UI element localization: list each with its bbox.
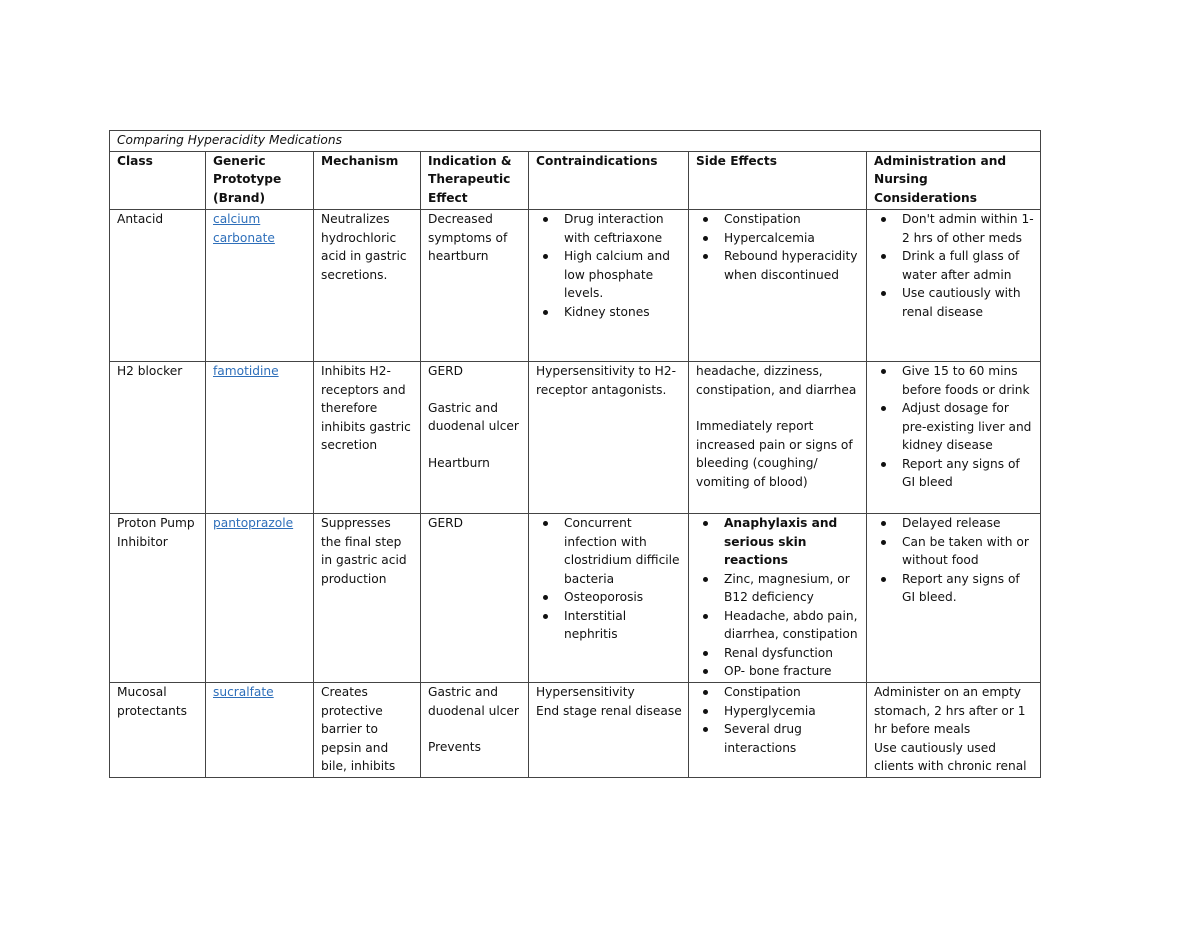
contraindication-line: Hypersensitivity bbox=[536, 685, 635, 699]
list-item: Kidney stones bbox=[564, 303, 682, 322]
generic-cell bbox=[206, 514, 314, 683]
list-item: Constipation bbox=[724, 210, 860, 229]
header-mechanism: Mechanism bbox=[314, 151, 421, 210]
administration-cell bbox=[867, 210, 1041, 362]
list-item: Report any signs of GI bleed. bbox=[902, 570, 1034, 607]
list-item: Several drug interactions bbox=[724, 720, 860, 757]
indication-line: Gastric and duodenal ulcer bbox=[428, 685, 519, 718]
table-row bbox=[110, 683, 1041, 778]
side-effects-cell bbox=[689, 210, 867, 362]
table-row bbox=[110, 210, 1041, 362]
side-effect-text: headache, dizziness, constipation, and diarrhea bbox=[696, 364, 857, 397]
side-effect-text: Immediately report increased pain or signs of bleeding (coughing/ vomiting of blood) bbox=[696, 419, 853, 489]
class-cell: Proton Pump Inhibitor bbox=[110, 514, 206, 683]
list-item: Report any signs of GI bleed bbox=[902, 455, 1034, 492]
header-administration: Administration and Nursing Considerations bbox=[867, 151, 1041, 210]
header-generic: Generic Prototype (Brand) bbox=[206, 151, 314, 210]
drug-link[interactable]: calcium carbonate bbox=[213, 212, 275, 245]
table-row bbox=[110, 362, 1041, 514]
list-item: Concurrent infection with clostridium difficile bacteria bbox=[564, 514, 682, 588]
contraindications-cell: Hypersensitivity to H2-receptor antagonists. bbox=[529, 362, 689, 514]
list-item: Drug interaction with ceftriaxone bbox=[564, 210, 682, 247]
list-item: Osteoporosis bbox=[564, 588, 682, 607]
indication-cell bbox=[421, 362, 529, 514]
indication-cell: GERD bbox=[421, 514, 529, 683]
indication-line: Gastric and duodenal ulcer bbox=[428, 400, 519, 433]
class-cell: Antacid bbox=[110, 210, 206, 362]
generic-cell bbox=[206, 362, 314, 514]
side-effects-cell bbox=[689, 683, 867, 778]
list-item: Adjust dosage for pre-existing liver and kidney disease bbox=[902, 399, 1034, 455]
header-row bbox=[110, 151, 1041, 210]
class-cell: H2 blocker bbox=[110, 362, 206, 514]
drug-link[interactable]: sucralfate bbox=[213, 685, 274, 699]
mechanism-cell: Suppresses the final step in gastric acid production bbox=[314, 514, 421, 683]
indication-line: GERD bbox=[428, 364, 463, 378]
mechanism-cell: Creates protective barrier to pepsin and bile, inhibits bbox=[314, 683, 421, 778]
header-indication: Indication & Therapeutic Effect bbox=[421, 151, 529, 210]
list-item: Interstitial nephritis bbox=[564, 607, 682, 644]
list-item: Headache, abdo pain, diarrhea, constipation bbox=[724, 607, 860, 644]
list-item: Renal dysfunction bbox=[724, 644, 860, 663]
list-item: Constipation bbox=[724, 683, 860, 702]
list-item: Drink a full glass of water after admin bbox=[902, 247, 1034, 284]
list-item: Rebound hyperacidity when discontinued bbox=[724, 247, 860, 284]
administration-line: Administer on an empty stomach, 2 hrs after or 1 hr before meals bbox=[874, 685, 1026, 736]
list-item: Anaphylaxis and serious skin reactions bbox=[724, 514, 860, 570]
contraindications-cell bbox=[529, 210, 689, 362]
header-contraindications: Contraindications bbox=[529, 151, 689, 210]
contraindications-cell bbox=[529, 514, 689, 683]
indication-cell bbox=[421, 683, 529, 778]
contraindication-line: End stage renal disease bbox=[536, 703, 682, 718]
table-row bbox=[110, 514, 1041, 683]
drug-link[interactable]: famotidine bbox=[213, 364, 279, 378]
indication-cell: Decreased symptoms of heartburn bbox=[421, 210, 529, 362]
list-item: Use cautiously with renal disease bbox=[902, 284, 1034, 321]
list-item: High calcium and low phosphate levels. bbox=[564, 247, 682, 303]
list-item: Don't admin within 1-2 hrs of other meds bbox=[902, 210, 1034, 247]
contraindications-cell bbox=[529, 683, 689, 778]
mechanism-cell: Neutralizes hydrochloric acid in gastric secretions. bbox=[314, 210, 421, 362]
class-cell: Mucosal protectants bbox=[110, 683, 206, 778]
list-item: Zinc, magnesium, or B12 deficiency bbox=[724, 570, 860, 607]
list-item: Hyperglycemia bbox=[724, 702, 860, 721]
administration-cell bbox=[867, 514, 1041, 683]
administration-cell bbox=[867, 683, 1041, 778]
list-item: Can be taken with or without food bbox=[902, 533, 1034, 570]
indication-line: Prevents bbox=[428, 740, 481, 754]
header-side-effects: Side Effects bbox=[689, 151, 867, 210]
drug-link[interactable]: pantoprazole bbox=[213, 516, 294, 530]
generic-cell bbox=[206, 210, 314, 362]
administration-cell bbox=[867, 362, 1041, 514]
list-item: Hypercalcemia bbox=[724, 229, 860, 248]
header-class: Class bbox=[110, 151, 206, 210]
list-item: Delayed release bbox=[902, 514, 1034, 533]
side-effects-cell bbox=[689, 362, 867, 514]
indication-line: Heartburn bbox=[428, 455, 490, 470]
list-item: Give 15 to 60 mins before foods or drink bbox=[902, 362, 1034, 399]
list-item: OP- bone fracture bbox=[724, 662, 860, 681]
medication-comparison-table bbox=[109, 130, 1041, 778]
table-caption: Comparing Hyperacidity Medications bbox=[110, 131, 1041, 152]
generic-cell bbox=[206, 683, 314, 778]
administration-line: Use cautiously used clients with chronic renal bbox=[874, 740, 1027, 773]
mechanism-cell: Inhibits H2-receptors and therefore inhibits gastric secretion bbox=[314, 362, 421, 514]
side-effects-cell bbox=[689, 514, 867, 683]
